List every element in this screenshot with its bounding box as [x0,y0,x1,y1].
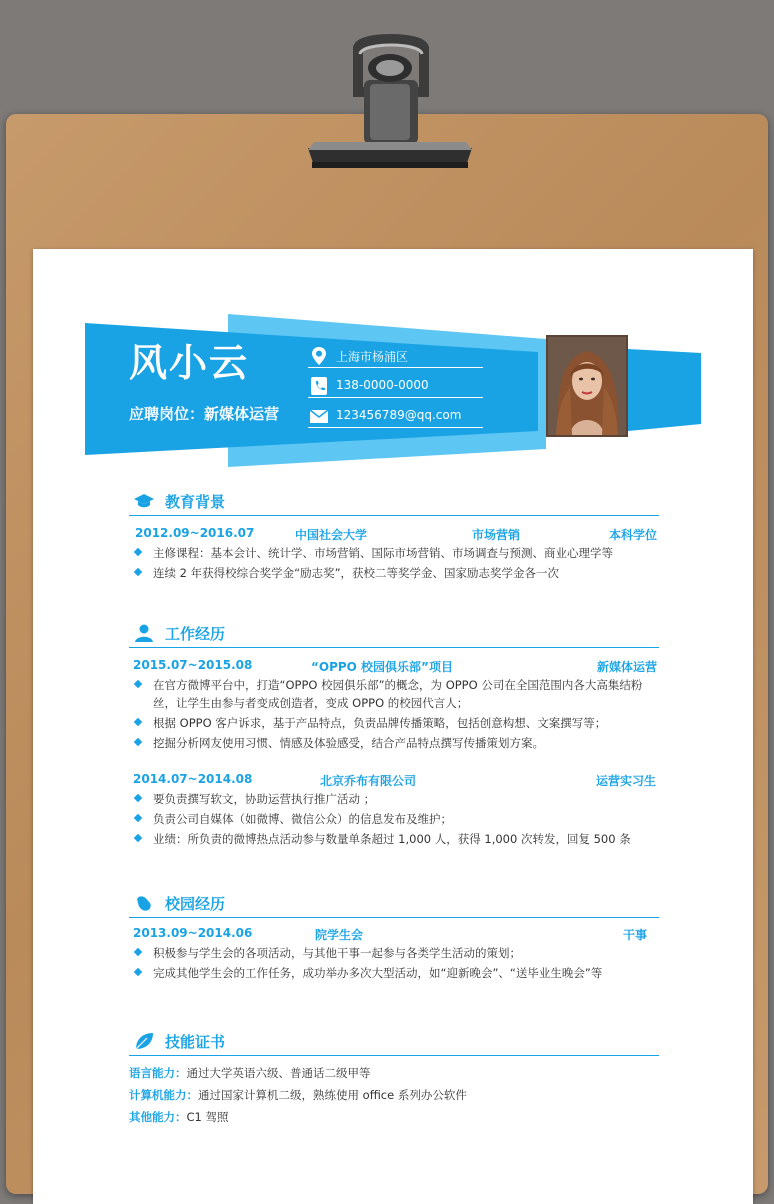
work-entry-row [129,768,659,790]
education-entry-row [129,522,659,544]
contact-email [308,405,483,428]
leaf-icon [133,1031,155,1051]
work-header [129,621,659,648]
skill-label: 其他能力： [129,1110,187,1124]
skill-item [129,1062,659,1084]
education-title: 教育背景 [165,493,226,511]
skills-header [129,1029,659,1056]
skill-label: 计算机能力： [129,1088,198,1102]
work-bullets-2 [129,790,659,848]
contact-address [308,345,483,368]
work-title: 工作经历 [165,625,226,643]
entry-org: 院学生会 [315,928,364,942]
applied-position: 应聘岗位：新媒体运营 [129,405,280,423]
list-item: 要负责撰写软文，协助运营执行推广活动 ； [129,790,659,808]
list-item: 主修课程：基本会计、统计学、市场营销、国际市场营销、市场调查与预测、商业心理学等 [129,544,659,562]
skill-text: 通过大学英语六级、普通话二级甲等 [186,1066,371,1080]
skill-text: C1 驾照 [186,1110,229,1124]
list-item: 业绩：所负责的微博热点活动参与数量单条超过 1,000 人，获得 1,000 次转发，回复 500 条 [129,830,659,848]
entry-role: 干事 [623,928,648,942]
education-bullets [129,544,659,582]
skill-label: 语言能力： [129,1066,187,1080]
entry-role: 市场营销 [472,528,521,542]
campus-section [129,891,659,984]
graduation-cap-icon [133,491,155,511]
campus-header [129,891,659,918]
list-item: 挖掘分析网友使用习惯、情感及体验感受，结合产品特点撰写传播策划方案。 [129,734,659,752]
skill-text: 通过国家计算机二级，熟练使用 office 系列办公软件 [198,1088,467,1102]
profile-photo [546,335,628,437]
location-pin-icon [308,345,330,367]
phone-text: 138-0000-0000 [336,378,429,392]
skill-item [129,1084,659,1106]
list-item: 负责公司自媒体（如微博、微信公众）的信息发布及维护； [129,810,659,828]
email-icon [308,405,330,427]
list-item: 积极参与学生会的各项活动，与其他干事一起参与各类学生活动的策划； [129,944,659,962]
entry-date: 2013.09~2014.06 [133,926,253,940]
binder-clip [290,30,490,180]
work-section [129,621,659,850]
entry-org: “OPPO 校园俱乐部”项目 [311,660,453,674]
entry-role: 新媒体运营 [597,660,658,674]
entry-date: 2012.09~2016.07 [135,526,255,540]
person-icon [133,623,155,643]
education-header [129,489,659,516]
resume-paper [33,249,753,1204]
entry-date: 2015.07~2015.08 [133,658,253,672]
mouse-icon [133,893,155,913]
education-section [129,489,659,584]
skills-title: 技能证书 [165,1033,226,1051]
skills-section [129,1029,659,1128]
portrait-image [548,337,626,435]
list-item: 连续 2 年获得校综合奖学金“励志奖”，获校二等奖学金、国家励志奖学金各一次 [129,564,659,582]
campus-title: 校园经历 [165,895,226,913]
entry-role: 运营实习生 [596,774,657,788]
skill-item [129,1106,659,1128]
skills-list [129,1062,659,1128]
list-item: 在官方微博平台中，打造“OPPO 校园俱乐部”的概念，为 OPPO 公司在全国范围内各大高集结粉丝，让学生由参与者变成创造者，变成 OPPO 的校园代言人； [129,676,659,712]
contact-phone [308,375,483,398]
list-item: 完成其他学生会的工作任务，成功举办多次大型活动，如“迎新晚会”、“送毕业生晚会”等 [129,964,659,982]
address-text: 上海市杨浦区 [336,350,409,364]
campus-entry-row [129,922,659,944]
work-bullets-1 [129,676,659,752]
phone-icon [308,375,330,397]
campus-bullets [129,944,659,982]
entry-org: 北京乔布有限公司 [320,774,417,788]
clipboard-board [6,114,768,1194]
list-item: 根据 OPPO 客户诉求，基于产品特点，负责品牌传播策略，包括创意构想、文案撰写等； [129,714,659,732]
entry-date: 2014.07~2014.08 [133,772,253,786]
email-text: 123456789@qq.com [336,408,462,422]
work-entry-row [129,654,659,676]
entry-extra: 本科学位 [609,528,658,542]
entry-org: 中国社会大学 [295,528,368,542]
applicant-name: 风小云 [129,341,250,385]
